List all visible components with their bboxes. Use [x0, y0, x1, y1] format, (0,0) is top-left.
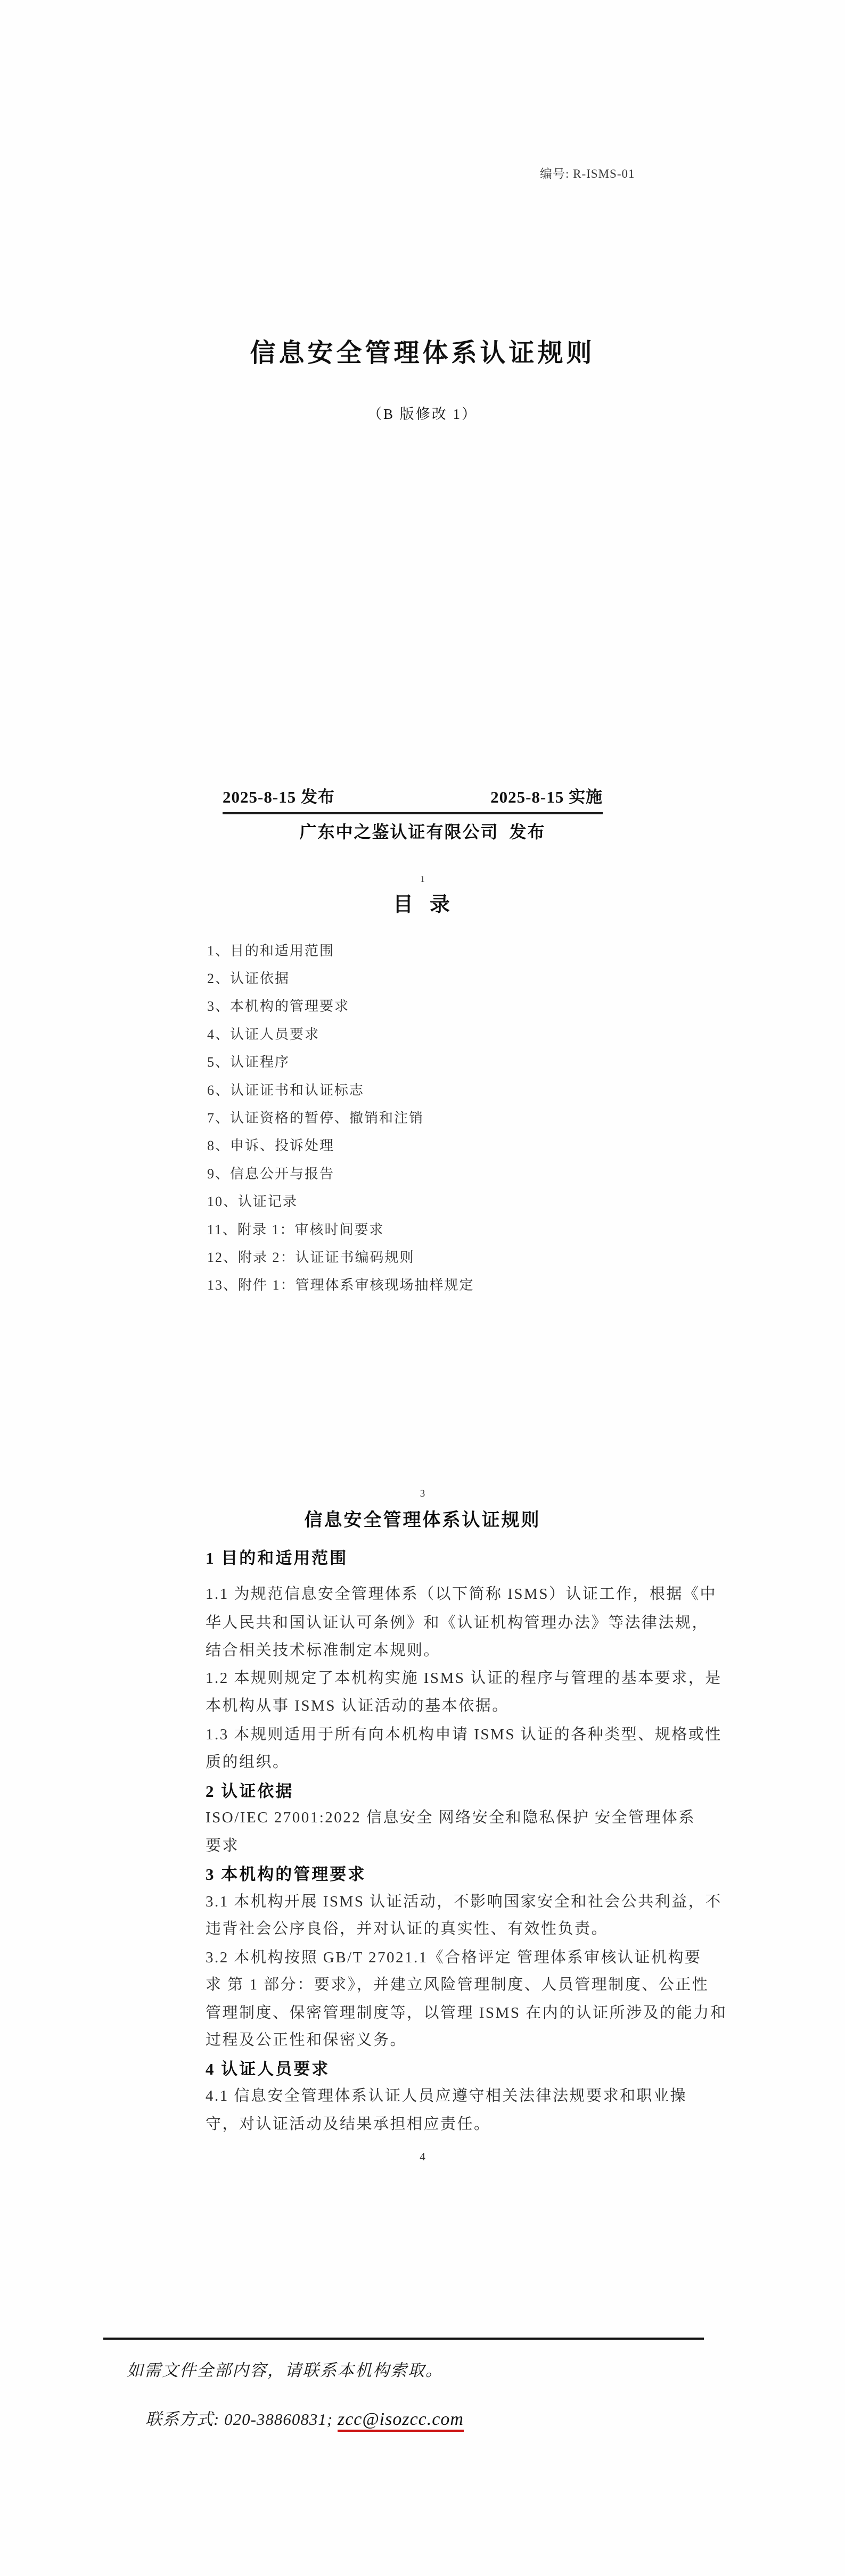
toc-item: 3、本机构的管理要求	[207, 998, 350, 1014]
footer-divider	[103, 2338, 704, 2340]
toc-item: 9、信息公开与报告	[207, 1166, 335, 1182]
body-line: 4.1 信息安全管理体系认证人员应遵守相关法律法规要求和职业操	[206, 2087, 687, 2104]
toc-heading: 目 录	[392, 894, 452, 916]
body-line: 违背社会公序良俗，并对认证的真实性、有效性负责。	[206, 1920, 609, 1937]
body-line: 3.2 本机构按照 GB/T 27021.1《合格评定 管理体系审核认证机构要	[206, 1949, 702, 1966]
toc-item: 11、附录 1：审核时间要求	[207, 1221, 384, 1237]
body-line: 求 第 1 部分：要求》，并建立风险管理制度、人员管理制度、公正性	[206, 1976, 709, 1993]
contact-phone: 联系方式: 020-38860831;	[145, 2410, 338, 2429]
section-3-heading: 3 本机构的管理要求	[206, 1865, 366, 1884]
body-line: 1.2 本规则规定了本机构实施 ISMS 认证的程序与管理的基本要求，是	[206, 1670, 722, 1687]
toc-item: 7、认证资格的暂停、撤销和注销	[207, 1110, 424, 1126]
toc-item: 12、附录 2：认证证书编码规则	[207, 1249, 415, 1265]
end-page-number: 4	[420, 2150, 425, 2163]
body-line: 3.1 本机构开展 ISMS 认证活动，不影响国家安全和社会公共利益，不	[206, 1893, 722, 1910]
toc-item: 8、申诉、投诉处理	[207, 1138, 335, 1154]
toc-list	[207, 936, 686, 1298]
doc-number: 编号: R-ISMS-01	[540, 167, 635, 180]
toc-item: 10、认证记录	[207, 1194, 298, 1210]
body-heading: 信息安全管理体系认证规则	[304, 1510, 541, 1530]
body-page-number: 3	[420, 1488, 425, 1499]
footer-note: 如需文件全部内容，请联系本机构索取。	[127, 2361, 443, 2380]
body-line: 管理制度、保密管理制度等，以管理 ISMS 在内的认证所涉及的能力和	[206, 2004, 727, 2021]
body-line: 质的组织。	[206, 1754, 290, 1771]
toc-item: 5、认证程序	[207, 1054, 290, 1070]
toc-item: 2、认证依据	[207, 971, 290, 987]
body-line: 本机构从事 ISMS 认证活动的基本依据。	[206, 1697, 509, 1714]
toc-item: 4、认证人员要求	[207, 1026, 320, 1042]
toc-item: 1、目的和适用范围	[207, 943, 335, 959]
toc-page-number: 1	[420, 874, 425, 884]
body-line: ISO/IEC 27001:2022 信息安全 网络安全和隐私保护 安全管理体系	[206, 1809, 696, 1826]
cover-title: 信息安全管理体系认证规则	[250, 339, 595, 367]
body-line: 华人民共和国认证认可条例》和《认证机构管理办法》等法律法规，	[206, 1614, 709, 1631]
section-2-heading: 2 认证依据	[206, 1782, 294, 1801]
body-line: 1.1 为规范信息安全管理体系（以下简称 ISMS）认证工作，根据《中	[206, 1586, 717, 1603]
body-line: 结合相关技术标准制定本规则。	[206, 1642, 441, 1659]
cover-dates-row	[223, 783, 603, 814]
body-line: 1.3 本规则适用于所有向本机构申请 ISMS 认证的各种类型、规格或性	[206, 1726, 722, 1743]
body-line: 过程及公正性和保密义务。	[206, 2032, 407, 2049]
release-date: 2025-8-15 发布	[223, 788, 335, 806]
publisher-line: 广东中之鉴认证有限公司 发布	[299, 822, 546, 841]
toc-item: 13、附件 1：管理体系审核现场抽样规定	[207, 1277, 474, 1293]
section-4-heading: 4 认证人员要求	[206, 2060, 330, 2078]
section-1-heading: 1 目的和适用范围	[206, 1549, 348, 1567]
cover-version-subtitle: （B 版修改 1）	[367, 406, 478, 422]
footer-contact-line	[127, 2387, 464, 2449]
toc-item: 6、认证证书和认证标志	[207, 1082, 365, 1098]
implementation-date: 2025-8-15 实施	[490, 788, 603, 806]
body-line: 守，对认证活动及结果承担相应责任。	[206, 2116, 491, 2133]
contact-email-link[interactable]: zcc@isozcc.com	[338, 2409, 464, 2432]
body-line: 要求	[206, 1837, 240, 1854]
